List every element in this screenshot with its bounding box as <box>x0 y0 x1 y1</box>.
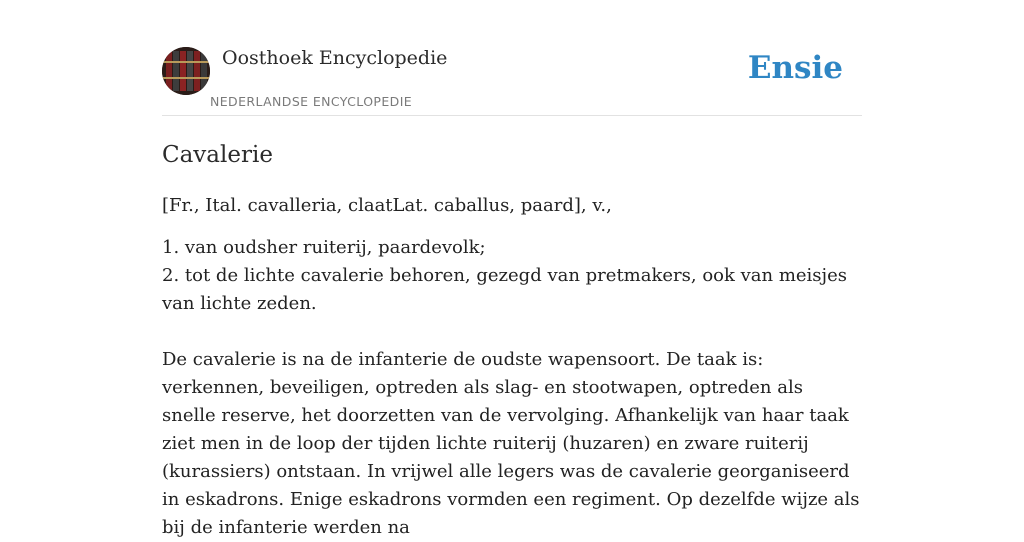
site-subtitle: NEDERLANDSE ENCYCLOPEDIE <box>210 94 413 109</box>
page-title: Cavalerie <box>162 142 273 168</box>
definition-list <box>162 234 862 318</box>
definition-item: 1. van oudsher ruiterij, paardevolk; <box>162 237 486 258</box>
site-title[interactable]: Oosthoek Encyclopedie <box>222 47 448 69</box>
definition-item: 2. tot de lichte cavalerie behoren, gezegd van pretmakers, ook van meisjes van lichte zeden. <box>162 265 848 314</box>
article <box>162 138 862 542</box>
article-body: De cavalerie is na de infanterie de oudste wapensoort. De taak is: verkennen, beveiligen, optreden als slag- en stootwapen, optreden als snelle reserve, het doorzetten van de vervolging. Afhankelijk van haar taak ziet men in de loop der tijden lichte ruiterij (huzaren) en zware ruiterij (kurassiers) ontstaan. In vrijwel alle legers was de cavalerie georganiseerd in eskadrons. Enige eskadrons vormden een regiment. Op dezelfde wijze als bij de infanterie werden na <box>162 349 860 538</box>
site-header <box>162 40 862 116</box>
encyclopedia-books-icon[interactable] <box>162 47 210 95</box>
ensie-logo-link[interactable]: Ensie <box>747 50 843 86</box>
etymology: [Fr., Ital. cavalleria, claatLat. caballus, paard], v., <box>162 195 612 216</box>
